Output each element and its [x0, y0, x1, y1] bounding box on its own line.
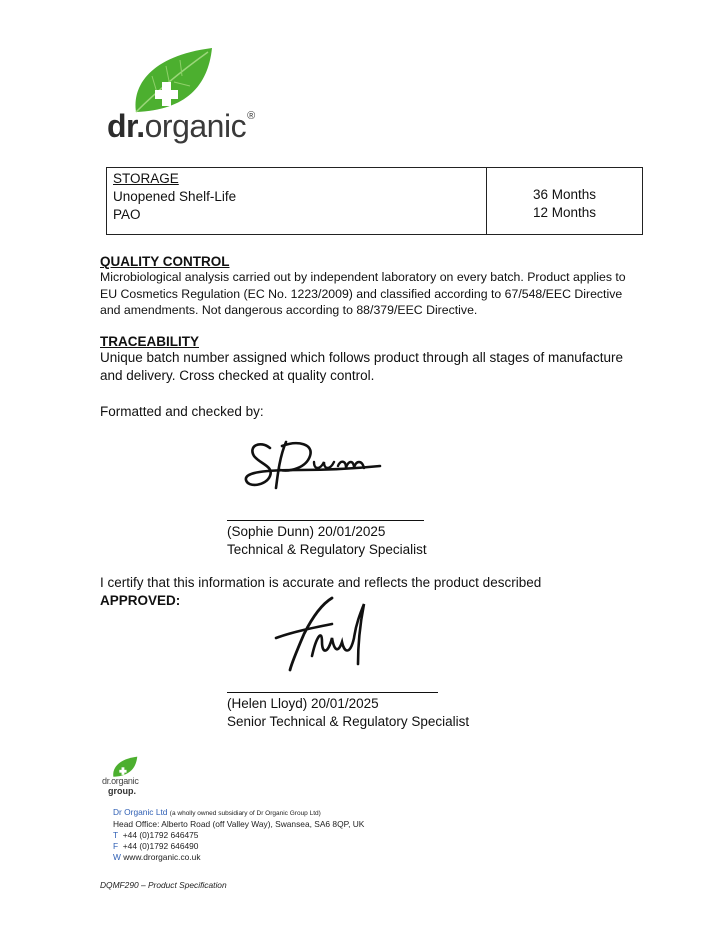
- signatory-1-name-date: (Sophie Dunn) 20/01/2025: [227, 524, 386, 539]
- pao-value: 12 Months: [533, 205, 597, 220]
- signatory-2-title: Senior Technical & Regulatory Specialist: [227, 714, 470, 729]
- signatory-1-block: [227, 523, 427, 559]
- group-logo-line2: group.: [108, 786, 136, 796]
- website-line: W www.drorganic.co.uk: [113, 852, 201, 862]
- certification-block: [100, 574, 660, 610]
- storage-table: [106, 167, 643, 235]
- traceability-text: Unique batch number assigned which follows product through all stages of manufacture and delivery. Cross checked at quality control.: [100, 350, 624, 383]
- traceability-section: [100, 334, 640, 385]
- quality-control-section: [100, 254, 640, 319]
- company-note: (a wholly owned subsidiary of Dr Organic Group Ltd): [169, 810, 321, 817]
- quality-control-text: Microbiological analysis carried out by independent laboratory on every batch. Product applies to EU Cosmetics Regulation (EC No. 1223/2009) and classified according to 67/548/EEC Directive and amendments. Not dangerous according to 88/379/EEC Directive.: [100, 270, 626, 317]
- footer-company-line: [113, 807, 364, 819]
- fax-line: F +44 (0)1792 646490: [113, 841, 199, 851]
- storage-heading: STORAGE: [113, 171, 179, 186]
- group-logo-line1: dr.organic: [102, 776, 139, 786]
- signatory-2-block: [227, 695, 469, 731]
- approved-label: APPROVED:: [100, 593, 181, 608]
- pao-label: PAO: [113, 207, 141, 222]
- shelf-life-value: 36 Months: [533, 187, 597, 202]
- signatory-1-title: Technical & Regulatory Specialist: [227, 542, 427, 557]
- telephone-line: T +44 (0)1792 646475: [113, 830, 199, 840]
- signature-sophie-dunn-icon: [240, 436, 385, 494]
- storage-labels-cell: [107, 168, 487, 234]
- signature-line-1: [227, 520, 424, 521]
- storage-values-cell: [487, 168, 642, 234]
- formatted-by-label: Formatted and checked by:: [100, 404, 264, 419]
- company-name: Dr Organic Ltd: [113, 807, 168, 817]
- head-office: Head Office: Alberto Road (off Valley Way), Swansea, SA6 8QP, UK: [113, 819, 365, 829]
- signature-line-2: [227, 692, 438, 693]
- small-leaf-logo-icon: [110, 756, 140, 778]
- certify-text: I certify that this information is accurate and reflects the product described: [100, 575, 542, 590]
- quality-control-heading: QUALITY CONTROL: [100, 254, 230, 269]
- leaf-cross-logo-icon: [128, 46, 218, 116]
- signatory-2-name-date: (Helen Lloyd) 20/01/2025: [227, 696, 379, 711]
- brand-logo-text: dr.organic®: [107, 108, 255, 144]
- signature-helen-lloyd-icon: [272, 594, 372, 674]
- traceability-heading: TRACEABILITY: [100, 334, 199, 349]
- group-logo: [100, 756, 150, 800]
- shelf-life-label: Unopened Shelf-Life: [113, 189, 237, 204]
- document-code: DQMF290 – Product Specification: [100, 880, 227, 890]
- footer-contact: [113, 807, 364, 863]
